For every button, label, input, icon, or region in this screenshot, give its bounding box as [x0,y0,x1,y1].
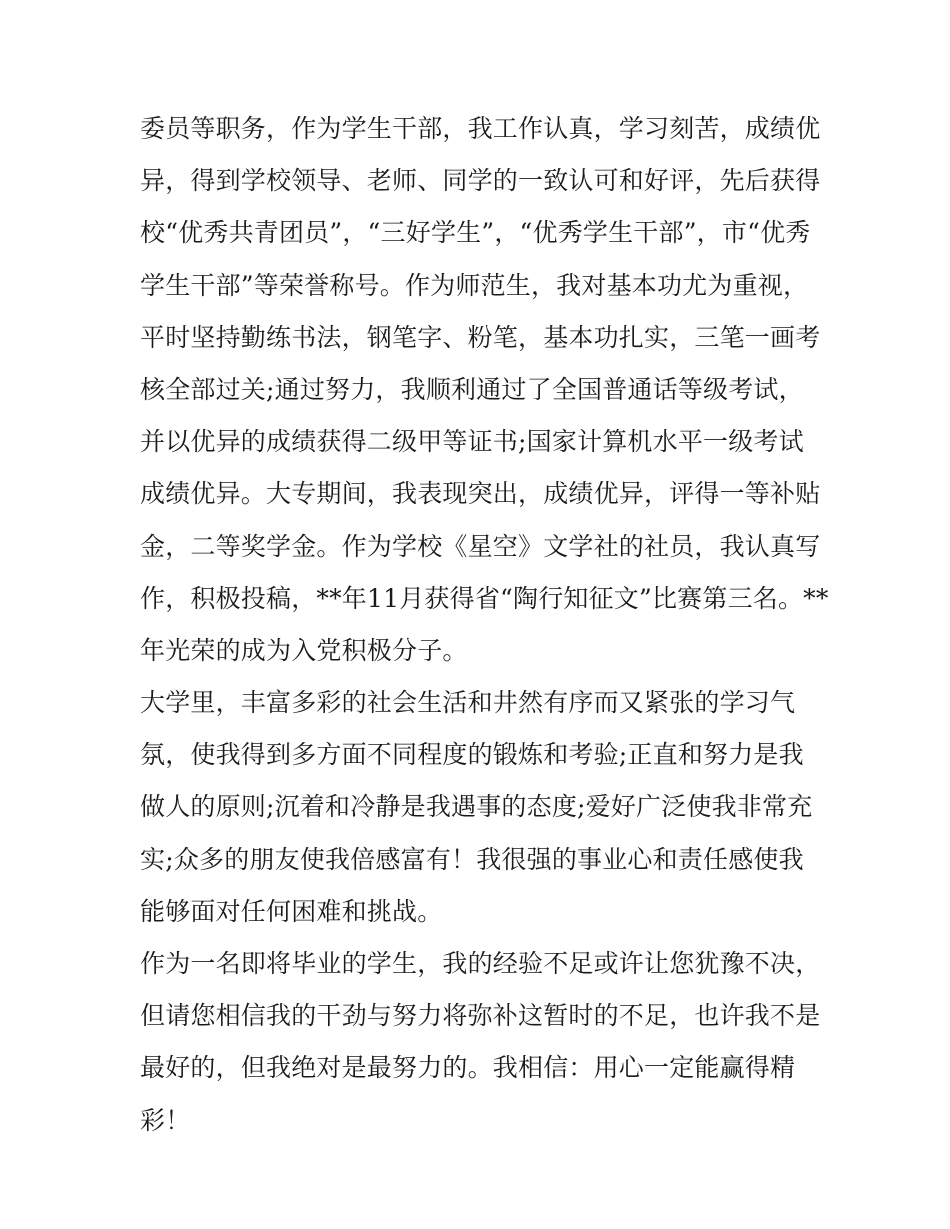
text-line: 并以优异的成绩获得二级甲等证书;国家计算机水平一级考试 [140,427,804,457]
text-line: 异，得到学校领导、老师、同学的一致认可和好评，先后获得 [140,166,821,196]
paragraph-2 [140,677,820,938]
text-line: 金，二等奖学金。作为学校《星空》文学社的社员，我认真写 [140,531,821,561]
text-line: 大学里，丰富多彩的社会生活和井然有序而又紧张的学习气 [140,688,796,718]
text-line: 核全部过关;通过努力，我顺利通过了全国普通话等级考试， [140,374,804,404]
text-line: 年光荣的成为入党积极分子。 [140,635,468,665]
text-line: 做人的原则;沉着和冷静是我遇事的态度;爱好广泛使我非常充 [140,792,813,822]
text-line: 委员等职务，作为学生干部，我工作认真，学习刻苦，成绩优 [140,114,821,143]
text-line: 校“优秀共青团员”，“三好学生”，“优秀学生干部”，市“优秀 [140,218,811,248]
text-line: 能够面对任何困难和挑战。 [140,896,443,926]
text-line: 成绩优异。大专期间，我表现突出，成绩优异，评得一等补贴 [140,479,821,509]
document-body [140,103,829,1147]
text-line: 但请您相信我的干劲与努力将弥补这暂时的不足，也许我不是 [140,1001,821,1031]
text-line: 作为一名即将毕业的学生，我的经验不足或许让您犹豫不决， [140,949,821,978]
paragraph-1 [140,103,829,677]
paragraph-3 [140,938,820,1147]
text-line: 作，积极投稿，**年11月获得省“陶行知征文”比赛第三名。** [140,583,829,613]
text-line: 最好的，但我绝对是最努力的。我相信：用心一定能赢得精 [140,1053,796,1083]
text-line: 学生干部”等荣誉称号。作为师范生，我对基本功尤为重视， [140,270,809,300]
text-line: 实;众多的朋友使我倍感富有！我很强的事业心和责任感使我 [140,844,804,874]
text-line: 彩！ [140,1105,191,1135]
text-line: 平时坚持勤练书法，钢笔字、粉笔，基本功扎实，三笔一画考 [140,322,821,352]
text-line: 氛，使我得到多方面不同程度的锻炼和考验;正直和努力是我 [140,740,804,770]
